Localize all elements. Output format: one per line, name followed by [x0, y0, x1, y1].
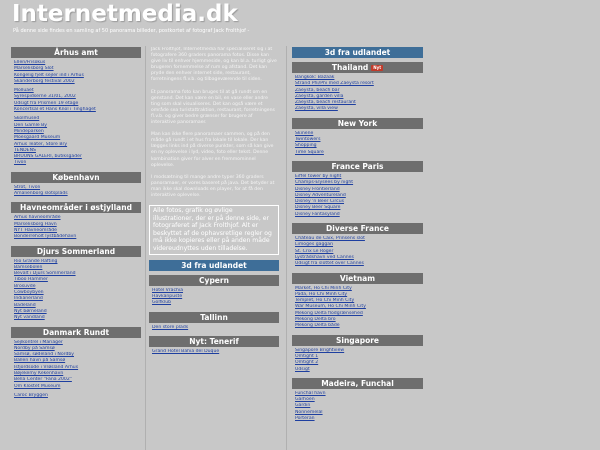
link-syrespidserne-31-01-2002[interactable]: Syrespidserne 31/01, 2002	[14, 94, 76, 100]
intro-paragraph: Man kan ikke flere panoramaer sammen, og på den måde gå rundt i et hus fra lokale til lokale. Der kan lægges links ind på diverse punkter, som så kan give en ny oplevelse i lyd, video, foto eller tekst. Denne kombination giver for alver en fremmominnel oplevelse.	[151, 132, 274, 168]
section-title: Danmark Rundt	[42, 327, 110, 337]
section-heading	[11, 202, 141, 213]
link-disney-frontierland[interactable]: Disney Frontierland	[295, 186, 340, 192]
column-divider	[145, 46, 146, 450]
site-subtitle: På denne side findes en samling af 50 panorama billeder, postkortet af fotograf Jack Frolthjof -	[13, 28, 250, 34]
section-vietnam	[292, 273, 423, 331]
link-rio-grande-rafting[interactable]: Rio Grande Rafting	[14, 258, 58, 264]
link-indianerland[interactable]: Indianerland	[14, 296, 43, 302]
link-mindeparken[interactable]: Mindeparken	[14, 128, 44, 134]
column-divider	[286, 46, 287, 450]
section-heading	[292, 273, 423, 284]
middle-column	[149, 47, 279, 450]
link-bonderreholt-lystbadehavn[interactable]: Bonderreholt lystbådehavn	[14, 234, 77, 240]
section-3d-fra-udlandet	[149, 260, 279, 271]
section-k-benhavn	[11, 172, 141, 199]
link-udsigt[interactable]: Udsigt	[295, 366, 310, 372]
intro-paragraph: I modsætning til mange andre typer 360 graders panoramaer, er vores baseret på java. Det betyder at man ikke skal downloads en player, for at få den interaktive oplevelse.	[151, 174, 275, 198]
link-bruuns-galeri-butiksgader[interactable]: BRUUNS GALERI, butiksgader	[14, 154, 82, 160]
link-list	[11, 58, 141, 168]
link-disney-n-beer-circus[interactable]: Disney 'n Beer Circus	[295, 199, 345, 205]
section-title: København	[52, 172, 100, 182]
link-cowboybyen[interactable]: Cowboybyen	[14, 290, 44, 296]
link-koncertsal-et-hans-knol-i-tinghaget[interactable]: Koncertsal et Hans Knol i Tinghaget	[14, 107, 96, 113]
section-heading	[292, 161, 423, 172]
section-title: France Paris	[331, 161, 384, 171]
section-france-paris	[292, 161, 423, 219]
link-zaeysta-garden-villa[interactable]: Zaeysta, garden villa	[295, 93, 344, 99]
section-3d-fra-udlandet	[292, 47, 423, 58]
section-heading	[292, 118, 423, 129]
section-title: Diverse France	[326, 224, 389, 234]
link-list	[11, 257, 141, 323]
link-chateau-de-caix-prinsens-slot[interactable]: Château de Caix, Prinsens slot	[295, 236, 365, 242]
link-ballen-havn-pa-sams[interactable]: Ballen havn på Samsø	[14, 358, 66, 364]
link-bella-center-fana-2002[interactable]: Bella Center "Fana 2002"	[14, 377, 72, 383]
link-zaeysta-villa-view[interactable]: Zaeysta, villa view	[295, 106, 338, 112]
link-tivoli[interactable]: Tivoli	[14, 160, 27, 166]
link-badeland[interactable]: Badeland	[14, 302, 36, 308]
section-title: Cypern	[199, 275, 229, 285]
section-title: Madeira, Funchal	[321, 378, 394, 388]
link-bangkok-bazaak[interactable]: Bangkok: Bazaak	[295, 75, 335, 80]
section-heading	[11, 246, 141, 257]
link-strand-phi-phi-med-zaeysta-resort[interactable]: Strand Phi/Phi med Zaeysta resort	[295, 81, 374, 87]
section-heading	[11, 47, 141, 58]
intro-text	[149, 47, 279, 199]
link-list	[292, 73, 423, 114]
section-title: Havneområder i østjylland	[20, 203, 132, 213]
link-singapore-brightview[interactable]: Singapore Brightview	[295, 347, 345, 353]
link-tendens[interactable]: TENDENS	[14, 147, 36, 153]
link-hotel-vrachia[interactable]: Hotel Vrachia	[152, 287, 184, 293]
link-amalienborg-slotsplads[interactable]: Amalienborg slotsplads	[14, 191, 68, 197]
intro-paragraph: Et panorama foto kan bruges til at gå rundt om en genstand. Det kan være en bil, en vase eller andre ting som skal visualiseres. Det kan også være et område sea turistattraktion, restaurant, forretningens fl.v.b. og giver bedre grænser for brugere af interaktive panoramaer.	[151, 89, 275, 126]
link-den-store-plads[interactable]: Den store plads	[152, 324, 189, 330]
section-heading	[11, 327, 141, 338]
link-brosuvde[interactable]: Brosuvde	[14, 283, 36, 289]
link-list	[292, 234, 423, 268]
link-list	[292, 284, 423, 331]
link-mekong-delta-flodgr-nsehed[interactable]: Mekong Delta flodgrænsehed	[295, 310, 363, 316]
link-strot-tivoli[interactable]: Ströt, Tivoli	[14, 184, 41, 190]
link-disney-beer-square[interactable]: Disney Beer Square	[295, 205, 341, 211]
link-caroc-bryggen[interactable]: Caroc Bryggen	[14, 392, 48, 398]
link-arhus-teater-store-bry[interactable]: Århus Teater, Store Bry	[14, 141, 68, 147]
section-new-york	[292, 118, 423, 157]
link-molluaet[interactable]: Molluaet	[14, 88, 34, 94]
link-list	[149, 347, 279, 356]
section-singapore	[292, 335, 423, 374]
link-market-ho-chi-minh-city[interactable]: Market, Ho Chi Minh City	[295, 285, 352, 291]
link-b-jekemy-kekenhavn[interactable]: Bøjekemy Kekenhavn	[14, 370, 64, 376]
link-nonnemelal[interactable]: Nonnemelal	[295, 409, 323, 415]
link-list	[149, 323, 279, 332]
link-gardin[interactable]: Gardin	[295, 403, 311, 409]
section-djurs-sommerland	[11, 246, 141, 323]
section-diverse-france	[292, 223, 423, 268]
link-zaeysta-beach-bar[interactable]: Zaeysta, beach bar	[295, 87, 340, 93]
link-bamsebolen[interactable]: Bamsebolen	[14, 264, 43, 270]
section-title: Djurs Sommerland	[36, 246, 116, 256]
left-column	[11, 47, 141, 450]
middle-sections	[149, 260, 279, 356]
link-omtight-1[interactable]: Omtight 1	[295, 353, 319, 359]
link-nyt-vandland[interactable]: Nyt vandland	[14, 315, 45, 321]
link-bevalt-i-djurs-sommerland[interactable]: Bevalt i Djurs Sommerland	[14, 271, 76, 277]
link-omtight-2[interactable]: Omtight 2	[295, 360, 319, 366]
section-madeira-funchal	[292, 378, 423, 423]
link-zaeysta-beach-restaurant[interactable]: Zaeysta, beach restaurant	[295, 100, 356, 106]
intro-paragraph: Jack Frolthjof, Internetmedia har specialiseret sig i at fotografere 360 graders panorama fotos. Disse kan give liv til enhver hjemmeside, og kan bl.a. turligt give brugeren fornemmelse af rum og afstand. Det kan pryde den enhver internet side, restaurant, forretningens fl.v.b. og tilbageværende til siden.	[151, 47, 277, 83]
link-kongelig-fjelt-sejler-ind-i-arhus[interactable]: Kongelig fjelt sejler ind i Århus	[14, 72, 84, 78]
new-badge: Nyt	[373, 65, 382, 70]
section-danmark-rundt	[11, 327, 141, 401]
section-cypern	[149, 275, 279, 308]
section-title: 3d fra udlandet	[324, 48, 391, 57]
link-list	[292, 346, 423, 374]
link-funchal-havn[interactable]: Funchal havn	[295, 390, 326, 396]
link-golfklub[interactable]: Golfklub	[152, 300, 172, 306]
right-column	[292, 47, 423, 450]
section-heading	[292, 378, 423, 389]
link-shopping[interactable]: Shopping	[295, 143, 317, 149]
section-title: New York	[337, 118, 378, 128]
link-lystradshavn-ved-cannes[interactable]: Lystrådshavn ved Cannes	[295, 254, 354, 260]
section-heading	[292, 47, 423, 58]
link-havkanpuste[interactable]: Havkanpuste	[152, 293, 183, 299]
link-nyt-havneomrade[interactable]: NYT Havneområde	[14, 227, 57, 233]
section-arhus-amt	[11, 47, 141, 168]
section-heading	[149, 312, 279, 323]
section-heading	[149, 260, 279, 271]
link-mekong-delta-bro[interactable]: Mekong Delta bro	[295, 317, 336, 323]
link-arhus-havneomrade[interactable]: Århus havneområde	[14, 215, 61, 221]
section-heading	[292, 223, 423, 234]
section-nyt-tenerif	[149, 336, 279, 356]
link-isfjordsode-i-vr-sland-arhus[interactable]: Isfjordsode i Vrøsland Århus	[14, 364, 79, 370]
section-title: Tallinn	[200, 312, 228, 322]
site-title[interactable]: Internetmedia.dk	[12, 1, 238, 27]
section-heading	[149, 275, 279, 286]
link-mekong-delta-bade[interactable]: Mekong Delta både	[295, 323, 340, 329]
link-skinene[interactable]: Skinene	[295, 130, 314, 136]
section-heading	[11, 172, 141, 183]
link-marselisborg-havn[interactable]: Marselisborg Havn	[14, 221, 57, 227]
link-skolrhused[interactable]: Skolrhused	[14, 116, 40, 122]
link-champs-elysees-by-night[interactable]: Champs-Elysées by night	[295, 180, 354, 186]
section-title: 3d fra udlandet	[181, 260, 247, 270]
section-havneomrader-i-stjylland	[11, 202, 141, 241]
link-eiffel-tower-by-night[interactable]: Eiffel tower by night	[295, 173, 342, 179]
link-templet-ho-chi-minh-city[interactable]: Templet, Ho Chi Minh City	[295, 298, 355, 304]
link-list	[11, 213, 141, 241]
link-marselisborg-slot[interactable]: Marselisborg Slot	[14, 66, 54, 72]
page-header	[0, 0, 600, 40]
link-war-museum-ho-chi-minh-city[interactable]: War Museum, Ho Chi Minh City	[295, 304, 366, 310]
link-udsigt-fra-slottet-over-cannes[interactable]: Udsigt fra slottet over Cannes	[295, 261, 364, 267]
section-title: Vietnam	[339, 273, 376, 283]
link-time-square[interactable]: Time Square	[295, 149, 324, 155]
link-list	[149, 286, 279, 308]
section-title: Singapore	[335, 335, 380, 345]
link-skanderborg-festival-2002[interactable]: Skanderborg festival 2002	[14, 78, 75, 84]
link-disney-adventureland[interactable]: Disney Adventureland	[295, 192, 346, 198]
link-moesgaard-museum[interactable]: Moesgaard Museum	[14, 135, 61, 141]
link-list	[11, 338, 141, 401]
section-heading	[292, 62, 423, 73]
link-garhoen[interactable]: Garhoen	[295, 397, 315, 403]
link-list	[11, 183, 141, 199]
section-heading	[149, 336, 279, 347]
link-pada-ho-chi-minh-city[interactable]: Pada, Ho Chi Minh City	[295, 291, 348, 297]
link-den-gamle-by[interactable]: Den Gamle By	[14, 122, 48, 128]
link-st-crix-le-roger[interactable]: St. Crix Le Roger	[295, 248, 334, 254]
link-list	[292, 172, 423, 219]
section-title: Århus amt	[54, 48, 98, 57]
link-sams-s-deland-i-nordby[interactable]: Samsø, sødeland i Nordby	[14, 352, 74, 358]
link-nordby-pa-sams[interactable]: Nordby på Samsø	[14, 345, 55, 351]
section-title: Nyt: Tenerif	[189, 336, 239, 346]
link-sejlkontrel-i-mariager[interactable]: Sejlkontrel i Mariager	[14, 339, 63, 345]
section-thailand	[292, 62, 423, 114]
link-nyt-b-rneland[interactable]: Nyt børneland	[14, 308, 47, 314]
link-list	[292, 389, 423, 423]
section-title: Thailand	[331, 63, 369, 72]
link-twintowers[interactable]: Twintowers	[295, 137, 321, 143]
copyright-notice: Alle fotos, grafik og øvlige illustrationer, der er på denne side, er fotograferet af Jack Frolthjof. Alt er beskyttet af de ophavsretlige regler og må ikke kopieres eller på anden måde videreudnyttes uden tilladelse.	[149, 205, 279, 255]
link-udsigt-fra-prismen-19-etage[interactable]: Udsigt fra Prismen 19 etage	[14, 100, 79, 106]
link-om-klostet-museum[interactable]: Om Klostet Museum	[14, 383, 61, 389]
link-disney-fantasyland[interactable]: Disney Fantasyland	[295, 211, 340, 217]
link-ellen-frisokus[interactable]: Ellen/Frisökus	[14, 60, 46, 65]
link-limoges-gaggan[interactable]: Limoges gaggan	[295, 242, 334, 248]
section-tallinn	[149, 312, 279, 332]
link-tiboo-hammer[interactable]: Tiboo Hammer	[14, 277, 48, 283]
section-heading	[292, 335, 423, 346]
link-list	[292, 129, 423, 157]
link-porteran[interactable]: Porteran	[295, 415, 315, 421]
link-grand-hotel-bahia-del-duque[interactable]: Grand Hotel Bahia del Duque	[152, 348, 220, 354]
